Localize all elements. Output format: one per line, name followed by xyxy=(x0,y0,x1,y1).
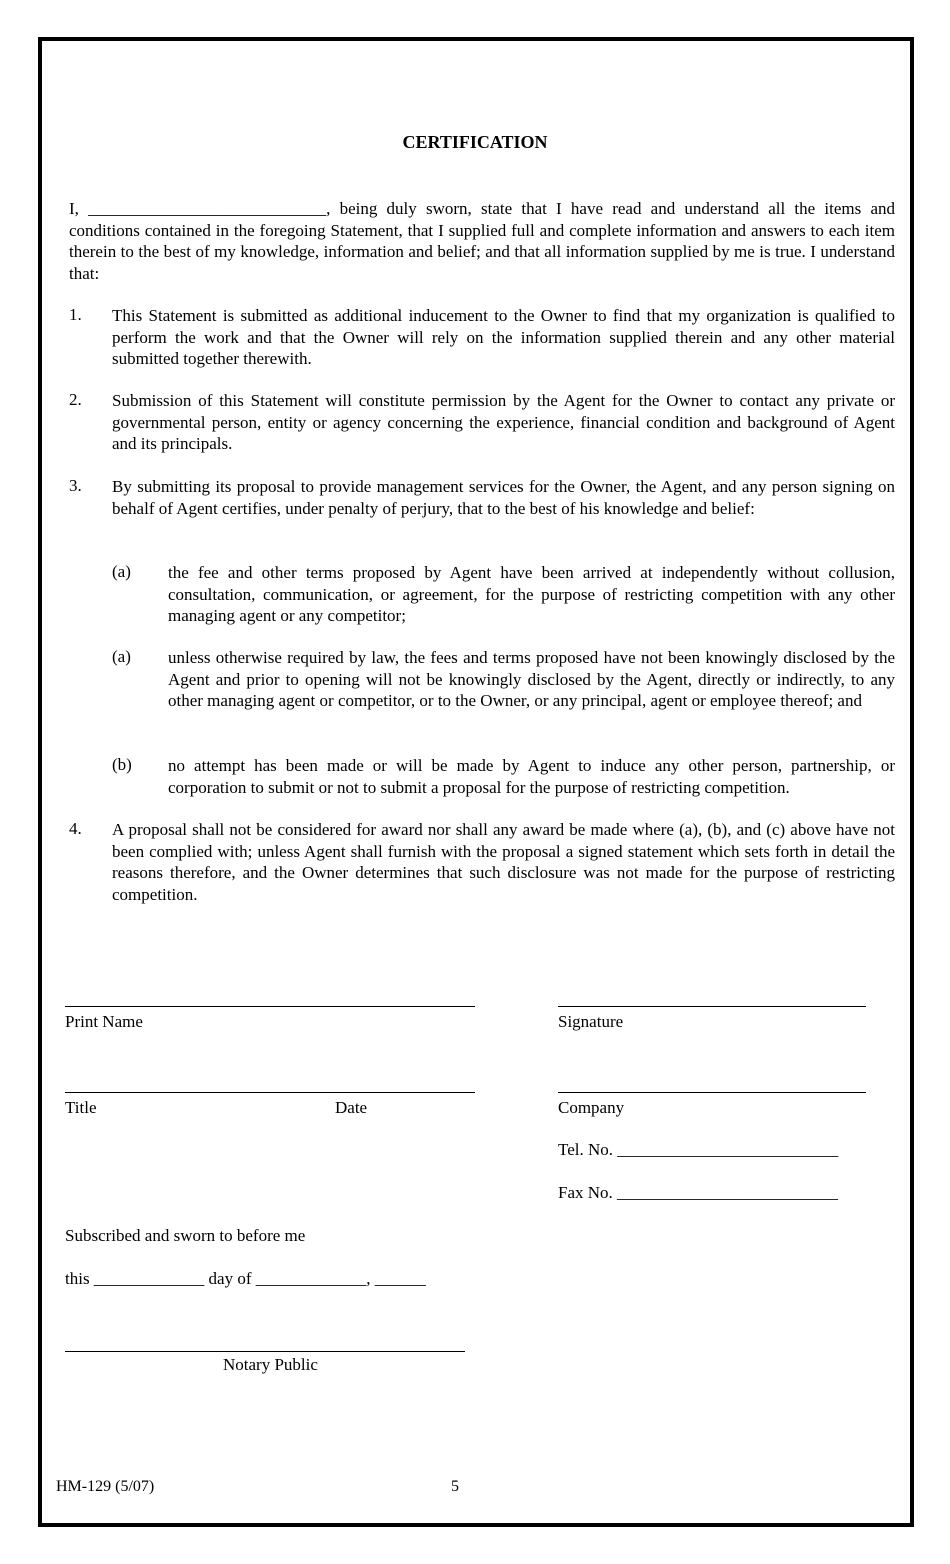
signature-label: Signature xyxy=(558,1012,624,1031)
item-text: This Statement is submitted as additional inducement to the Owner to find that my organization is qualified to perform the work and that the Owner will rely on the information supplied therein and any other material submitted together therewith. xyxy=(112,306,895,368)
company-line[interactable] xyxy=(558,1092,866,1093)
page-number: 5 xyxy=(451,1478,459,1495)
item-text: Submission of this Statement will constitute permission by the Agent for the Owner to contact any private or governmental person, entity or agency concerning the experience, financial condition and background of Agent and its principals. xyxy=(112,391,895,453)
item-number: 3. xyxy=(69,476,82,495)
subitem-label: (a) xyxy=(112,647,131,666)
this-day-field[interactable]: this _____________ day of _____________, ______ xyxy=(65,1269,426,1288)
subitem-text: no attempt has been made or will be made by Agent to induce any other person, partnership, or corporation to submit or not to submit a proposal for the purpose of restricting competition. xyxy=(168,756,895,797)
date-label: Date xyxy=(335,1098,368,1117)
notary-label: Notary Public xyxy=(223,1355,318,1374)
subscribed-text: Subscribed and sworn to before me xyxy=(65,1226,306,1245)
title-label: Title xyxy=(65,1098,97,1117)
print-name-label: Print Name xyxy=(65,1012,143,1031)
fax-field[interactable]: Fax No. __________________________ xyxy=(558,1183,839,1202)
item-text: By submitting its proposal to provide management services for the Owner, the Agent, and any person signing on behalf of Agent certifies, under penalty of perjury, that to the best of his knowledge and belief: xyxy=(112,477,895,518)
print-name-line[interactable] xyxy=(65,1006,475,1007)
item-number: 4. xyxy=(69,819,82,838)
item-number: 2. xyxy=(69,390,82,409)
title-date-line[interactable] xyxy=(65,1092,475,1093)
item-text: A proposal shall not be considered for award nor shall any award be made where (a), (b), and (c) above have not been complied with; unless Agent shall furnish with the proposal a signed statement which sets forth in detail the reasons therefore, and the Owner determines that such disclosure was not made for the purpose of restricting competition. xyxy=(112,820,895,904)
subitem-label: (b) xyxy=(112,755,132,774)
item-number: 1. xyxy=(69,305,82,324)
form-id: HM-129 (5/07) xyxy=(56,1478,155,1495)
page-title: CERTIFICATION xyxy=(402,132,548,152)
subitem-label: (a) xyxy=(112,562,131,581)
notary-line[interactable] xyxy=(65,1351,465,1352)
signature-line[interactable] xyxy=(558,1006,866,1007)
tel-field[interactable]: Tel. No. __________________________ xyxy=(558,1140,839,1159)
intro-paragraph: I, ____________________________, being duly sworn, state that I have read and understand all the items and conditions contained in the foregoing Statement, that I supplied full and complete information and answers to each item therein to the best of my knowledge, information and belief; and that all information supplied by me is true. I understand that: xyxy=(69,199,895,283)
subitem-text: the fee and other terms proposed by Agent have been arrived at independently without collusion, consultation, communication, or agreement, for the purpose of restricting competition with any other managing agent or any competitor; xyxy=(168,563,895,625)
subitem-text: unless otherwise required by law, the fees and terms proposed have not been knowingly disclosed by the Agent and prior to opening will not be knowingly disclosed by the Agent, directly or indirectly, to any other managing agent or competitor, or to the Owner, or any principal, agent or employee thereof; and xyxy=(168,648,895,710)
company-label: Company xyxy=(558,1098,625,1117)
